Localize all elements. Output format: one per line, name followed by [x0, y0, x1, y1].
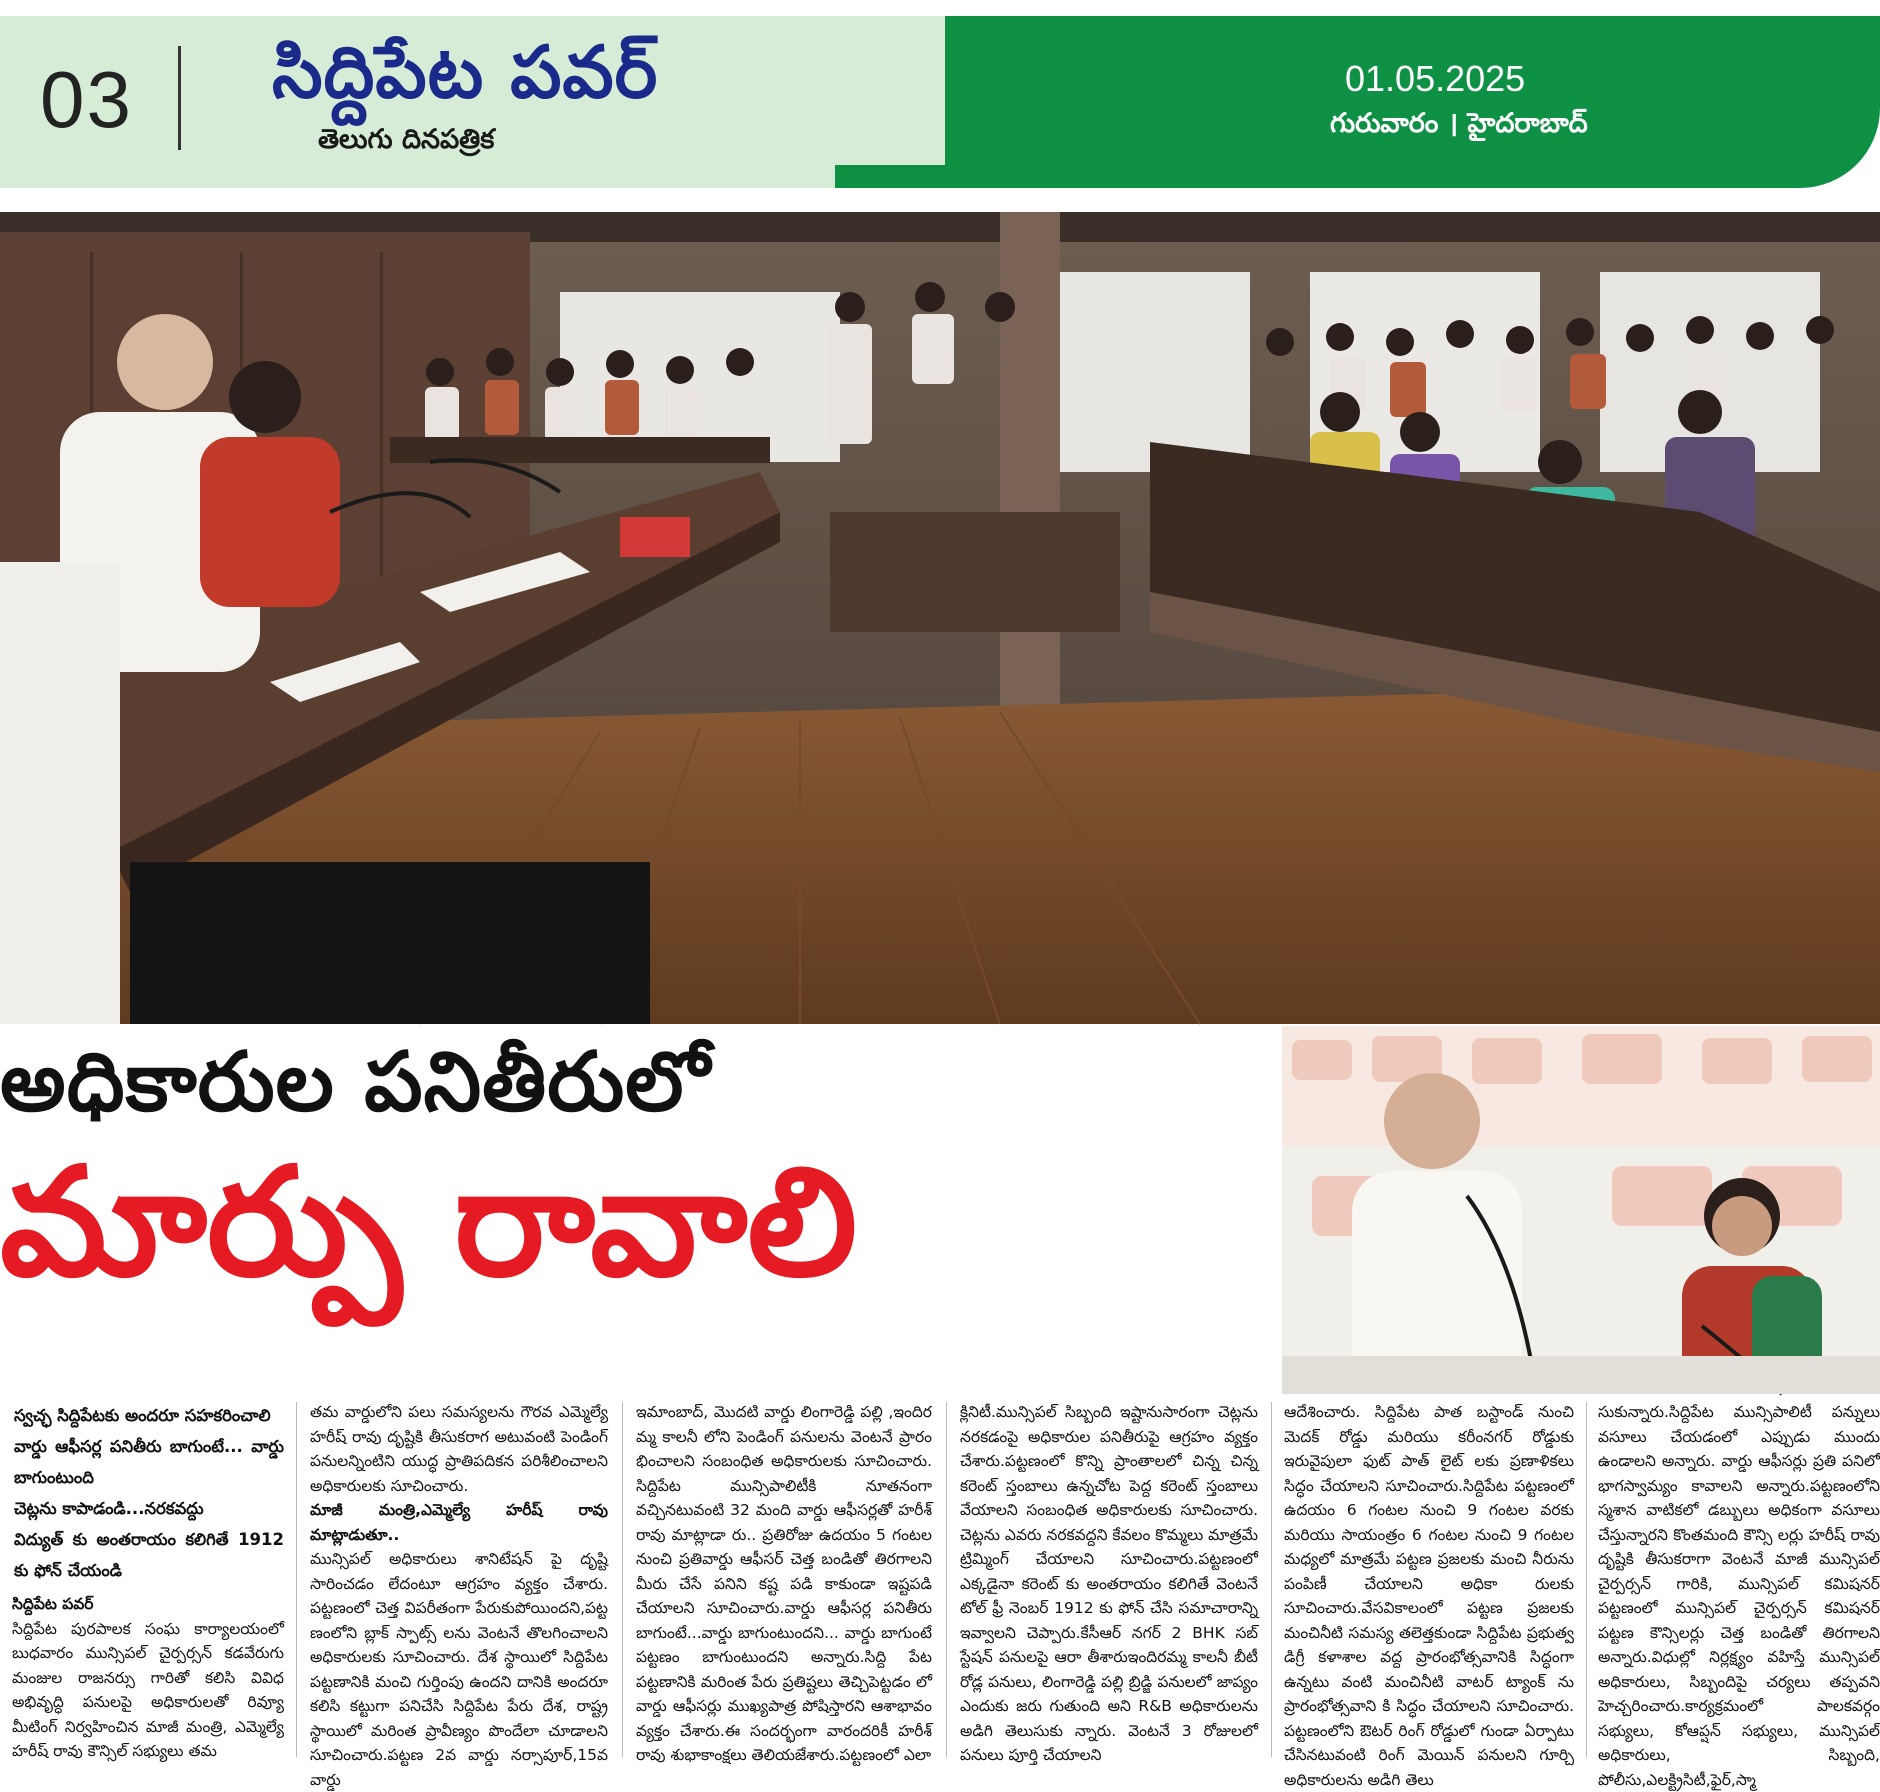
highlight-3: చెట్లను కాపాడండి...నరకవద్దు	[14, 1499, 204, 1518]
masthead-green-notch	[835, 165, 955, 188]
article-column-4	[960, 1400, 1258, 1764]
article-paragraph: ఇమాంబాద్, మొదటి వార్డు లింగారెడ్డి పల్లి ,ఇందిర మ్మ కాలనీ లోని పెండింగ్ పనులను వెంటనే ప్రారం భించాలని సంబంధిత అధికారులకు సూచించారు. సిద్దిపేట మున్సిపాలిటీకి నూతనంగా వచ్చినటువంటి 32 మంది వార్డు ఆఫీసర్లతో హరీశ్ రావు మాట్లాడా రు.. ప్రతిరోజు ఉదయం 5 గంటల నుంచి ప్రతివార్డు ఆఫీసర్ చెత్త బండితో తిరగాలని మీరు చేసే పనిని కష్ట పడి కాకుండా ఇష్టపడి చేయాలని సూచించారు.వార్డు ఆఫీసర్ల పనితీరు బాగుంటే...వార్డు బాగుంటుందని... వార్డు బాగుంటే పట్టణం బాగుంటుందని అన్నారు.సిద్ది పేట పట్టణానికి మరింత పేరు ప్రతిష్టలు తెచ్చిపెట్టడం లో వార్డు ఆఫీసర్లు ముఖ్యపాత్ర పోషిస్తారని ఆశాభావం వ్యక్తం చేశారు.ఈ సందర్భంగా వారందరికీ హరీశ్ రావు శుభాకాంక్షలు తెలియజేశారు.పట్టణంలో ఎలా	[636, 1403, 932, 1764]
page-number-divider	[178, 46, 181, 150]
article-column-3	[636, 1400, 932, 1764]
newspaper-tagline: తెలుగు దినపత్రిక	[318, 124, 495, 155]
column-rule	[1271, 1402, 1272, 1757]
highlight-1: స్వచ్ఛ సిద్దిపేటకు అందరూ సహకరించాలి	[14, 1406, 271, 1425]
highlight-4: విద్యుత్ కు అంతరాయం కలిగితే 1912 కు ఫోన్ చేయండి	[14, 1530, 284, 1580]
column-rule	[622, 1402, 623, 1757]
article-subhead: మాజీ మంత్రి,ఎమ్మెల్యే హరీష్ రావు మాట్లాడుతూ..	[310, 1501, 608, 1544]
article-paragraph: సిద్దిపేట పురపాలక సంఘ కార్యాలయంలో బుధవారం మున్సిపల్ చైర్పర్సన్ కడవేరుగు మంజుల రాజనర్సు గారితో కలిసి వివిధ అభివృద్ధి పనులపై అధికారులతో రివ్యూ మీటింగ్ నిర్వహించిన మాజీ మంత్రి, ఎమ్మెల్యే హరీష్ రావు కౌన్సిల్ సభ్యులు తమ	[12, 1619, 284, 1760]
article-paragraph: ఆదేశించారు. సిద్దిపేట పాత బస్టాండ్ నుంచి మెదక్ రోడ్డు మరియు కరీంనగర్ రోడ్డుకు ఇరువైపులా ఫుట్ పాత్ లైట్ లకు ప్రణాళికలు సిద్ధం చేయాలని సూచించారు.సిద్దిపేట పట్టణంలో ఉదయం 6 గంటల నుంచి 9 గంటల వరకు మరియు సాయంత్రం 6 గంటల నుంచి 9 గంటల మధ్యలో మాత్రమే పట్టణ ప్రజలకు మంచి నీరును పంపిణీ చేయాలని అధికా రులకు సూచించారు.వేసవికాలంలో పట్టణ ప్రజలకు మంచినీటి సమస్య తలెత్తకుండా సిద్దిపేట ప్రభుత్వ డిగ్రీ కళాశాల వద్ద ప్రారంభోత్సవానికి సిద్ధంగా ఉన్నటు వంటి మంచినీటి వాటర్ ట్యాంక్ ను ప్రారంభోత్సవాని కి సిద్ధం చేయాలని సూచించారు. పట్టణంలోని ఔటర్ రింగ్ రోడ్డులో గుండా ఏర్పాటు చేసినటువంటి రింగ్ మెయిన్ పనులని గూర్చి అధికారులను అడిగి తెలు	[1284, 1403, 1574, 1789]
article-column-5	[1284, 1400, 1574, 1789]
newspaper-name: సిద్దిపేట పవర్	[272, 30, 659, 114]
article-paragraph: మున్సిపల్ అధికారులు శానిటేషన్ పై దృష్టి సారించడం లేదంటూ ఆగ్రహం వ్యక్తం చేశారు. పట్టణంలో చెత్త విపరీతంగా పేరుకుపోయిందని,పట్ట ణంలోని బ్లాక్ స్పాట్స్ లను వెంటనే తొలగించాలని అధికారులకు సూచించారు. దేశ స్థాయిలో సిద్దిపేట పట్టణానికి మంచి గుర్తింపు ఉందని దానికి అందరూ కలిసి కట్టుగా పనిచేసి సిద్దిపేట పేరు దేశ, రాష్ట్ర స్థాయిలో మరింత ప్రావీణ్యం పొందేలా చూడాలని సూచించారు.పట్టణ 2వ వార్డు నర్సాపూర్,15వ వార్డు	[310, 1550, 608, 1789]
article-paragraph: క్లినిటీ.మున్సిపల్ సిబ్బంది ఇష్టానుసారంగా చెట్లను నరకడంపై అధికారుల పనితీరుపై ఆగ్రహం వ్యక్తం చేశారు.పట్టణంలో కొన్ని ప్రాంతాలలో చిన్న చిన్న కరెంట్ స్తంబాలు ఉన్నచోట పెద్ద కరెంట్ స్తంబాలు వేయాలని సంబంధిత అధికారులకు సూచించారు. చెట్లను ఎవరు నరకవద్దని కేవలం కొమ్మలు మాత్రమే ట్రిమ్మింగ్ చేయాలని సూచించారు.పట్టణంలో ఎక్కడైనా కరెంట్ కు అంతరాయం కలిగితే వెంటనే టోల్ ఫ్రీ నెంబర్ 1912 కు ఫోన్ చేసి సమాచారాన్ని ఇవ్వాలని చెప్పారు.కేసీఆర్ నగర్ 2 BHK సబ్ స్టేషన్ పనులపై ఆరా తీశారుఇందిరమ్మ కాలనీ బీటీ రోడ్ల పనులు, లింగారెడ్డి పల్లి బ్రిడ్జి పనులలో జాప్యం ఎందుకు జరు గుతుంది అని R&B అధికారులను అడిగి తెలుసుకు న్నారు. వెంటనే 3 రోజులలో పనులు పూర్తి చేయాలని	[960, 1403, 1258, 1764]
column-rule	[946, 1402, 947, 1757]
headline-line-2: మార్పు రావాలి	[0, 1136, 858, 1310]
issue-date: 01.05.2025	[1345, 58, 1526, 99]
highlight-2: వార్డు ఆఫీసర్ల పనితీరు బాగుంటే... వార్డు బాగుంటుంది	[14, 1437, 284, 1487]
speaker-photo	[1282, 1026, 1880, 1394]
issue-day-place: గురువారం । హైదరాబాద్	[1330, 108, 1588, 139]
article-column-1	[12, 1400, 284, 1760]
headline-line-1: అధికారుల పనితీరులో	[0, 1035, 711, 1130]
meeting-hall-photo	[0, 212, 1880, 1024]
masthead	[0, 0, 1880, 190]
article-byline: సిద్దిపేట పవర్	[12, 1595, 94, 1613]
page-number: 03	[40, 55, 133, 144]
column-rule	[1586, 1402, 1587, 1757]
masthead-green-band	[945, 16, 1880, 188]
article-paragraph: తమ వార్డులోని పలు సమస్యలను గౌరవ ఎమ్మెల్యే హరీష్ రావు దృష్టికి తీసుకరాగ అటువంటి పెండింగ్ పనులన్నింటిని యుద్ధ ప్రాతిపదికన పరిశీలించాలని అధికారులకు సూచించారు.	[310, 1403, 608, 1495]
article-column-2	[310, 1400, 608, 1789]
column-rule	[296, 1402, 297, 1757]
article-column-6	[1598, 1400, 1880, 1789]
article-paragraph: సుకున్నారు.సిద్దిపేట మున్సిపాలిటీ పన్నులు వసూలు చేయడంలో ఎప్పుడు ముందు ఉండాలని అన్నారు. వార్డు ఆఫీసర్లు ప్రతి పనిలో భాగస్వామ్యం కావాలని అన్నారు.పట్టణంలోని స్మశాన వాటికలో డబ్బులు అధికంగా వసూలు చేస్తున్నారని కొంతమంది కౌన్సి లర్లు హరీష్ రావు దృష్టికి తీసుకరాగా వెంటనే మాజీ మున్సిపల్ చైర్పర్సన్ గారికి, మున్సిపల్ కమిషనర్ పట్టణంలో మున్సిపల్ చైర్పర్సన్ కమిషనర్ పట్టణ కౌన్సిలర్లు చెత్త బండితో తిరగాలని అన్నారు.విధుల్లో నిర్లక్ష్యం వహిస్తే మున్సిపల్ అధికారులు, సిబ్బందిపై చర్యలు తప్పవని హెచ్చరించారు.కార్యక్రమంలో పాలకవర్గం సభ్యులు, కోఆప్షన్ సభ్యులు, మున్సిపల్ అధికారులు, సిబ్బంది, పోలీసు,ఎలక్ట్రిసిటీ,ఫైర్,స్మా	[1598, 1403, 1880, 1789]
